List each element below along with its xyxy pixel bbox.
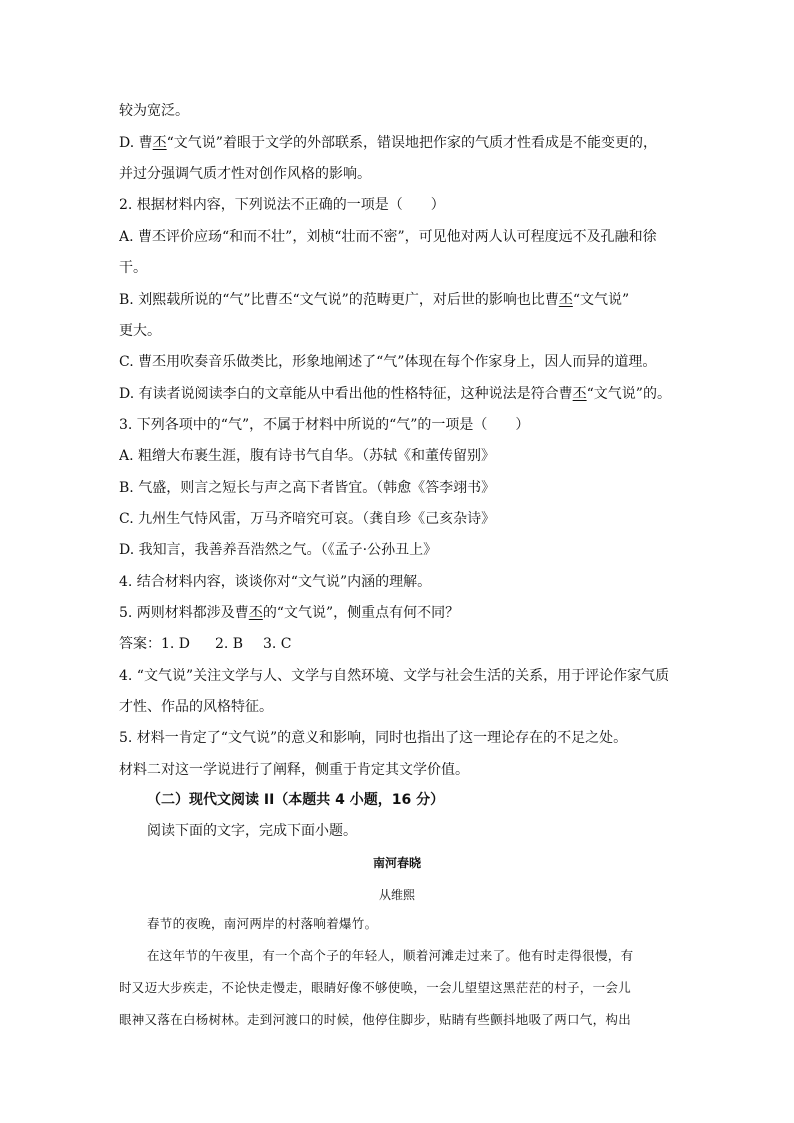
- option-a-line: A. 曹丕评价应玚“和而不壮”，刘桢“壮而不密”，可见他对两人认可程度远不及孔融和徐: [119, 229, 657, 245]
- section-heading: （二）现代文阅读 II（本题共 4 小题，16 分）: [147, 792, 445, 808]
- question-2: 2. 根据材料内容，下列说法不正确的一项是（ ）: [119, 197, 445, 213]
- story-paragraph: 在这年节的午夜里，有一个高个子的年轻人，顺着河滩走过来了。他有时走得很慢，有: [147, 948, 634, 963]
- option-b-line: B. 刘熙载所说的“气”比曹丕“文气说”的范畴更广，对后世的影响也比曹丕“文气说”: [119, 292, 630, 308]
- story-paragraph: 时又迈大步疾走，不论快走慢走，眼睛好像不够使唤，一会儿望望这黑茫茫的村子，一会儿: [119, 980, 632, 995]
- text-line: 才性、作品的风格特征。: [119, 699, 273, 715]
- option-d-line: D. 曹丕“文气说”着眼于文学的外部联系，错误地把作家的气质才性看成是不能变更的，: [119, 135, 657, 151]
- text-line: 更大。: [119, 323, 161, 339]
- story-title: 南河春晓: [372, 856, 421, 870]
- question-5: 5. 两则材料都涉及曹丕的“文气说”，侧重点有何不同？: [119, 605, 460, 621]
- text-line: 干。: [119, 260, 147, 276]
- option-d-line: D. 有读者说阅读李白的文章能从中看出他的性格特征，这种说法是符合曹丕“文气说”的。: [119, 386, 671, 402]
- answer-5: 5. 材料一肯定了“文气说”的意义和影响，同时也指出了这一理论存在的不足之处。: [119, 730, 628, 746]
- option-a-line: A. 粗缯大布裹生涯，腹有诗书气自华。（苏轼《和董传留别》: [119, 448, 496, 464]
- option-d-line: D. 我知言，我善养吾浩然之气。（《孟子·公孙丑上》: [119, 542, 438, 558]
- option-c-line: C. 曹丕用吹奏音乐做类比，形象地阐述了“气”体现在每个作家身上，因人而异的道理。: [119, 354, 657, 370]
- option-c-line: C. 九州生气恃风雷，万马齐喑究可哀。（龚自珍《己亥杂诗》: [119, 511, 496, 527]
- answer-4: 4. “文气说”关注文学与人、文学与自然环境、文学与社会生活的关系，用于评论作家气质: [119, 668, 670, 684]
- instruction-text: 阅读下面的文字，完成下面小题。: [147, 823, 357, 839]
- story-paragraph: 春节的夜晚，南河两岸的村落响着爆竹。: [147, 916, 378, 931]
- option-b-line: B. 气盛，则言之短长与声之高下者皆宜。（韩愈《答李翊书》: [119, 480, 496, 496]
- text-line: 并过分强调气质才性对创作风格的影响。: [119, 166, 371, 182]
- story-author: 从维熙: [378, 888, 415, 902]
- answer-line: 答案：1. D 2. B 3. C: [119, 636, 292, 652]
- text-line: 较为宽泛。: [119, 103, 189, 119]
- question-3: 3. 下列各项中的“气”，不属于材料中所说的“气”的一项是（ ）: [119, 417, 530, 433]
- question-4: 4. 结合材料内容，谈谈你对“文气说”内涵的理解。: [119, 574, 432, 590]
- story-paragraph: 眼神又落在白杨树林。走到河渡口的时候，他停住脚步，贴睛有些颤抖地吸了两口气，构出: [119, 1012, 632, 1027]
- text-line: 材料二对这一学说进行了阐释，侧重于肯定其文学价值。: [119, 762, 469, 778]
